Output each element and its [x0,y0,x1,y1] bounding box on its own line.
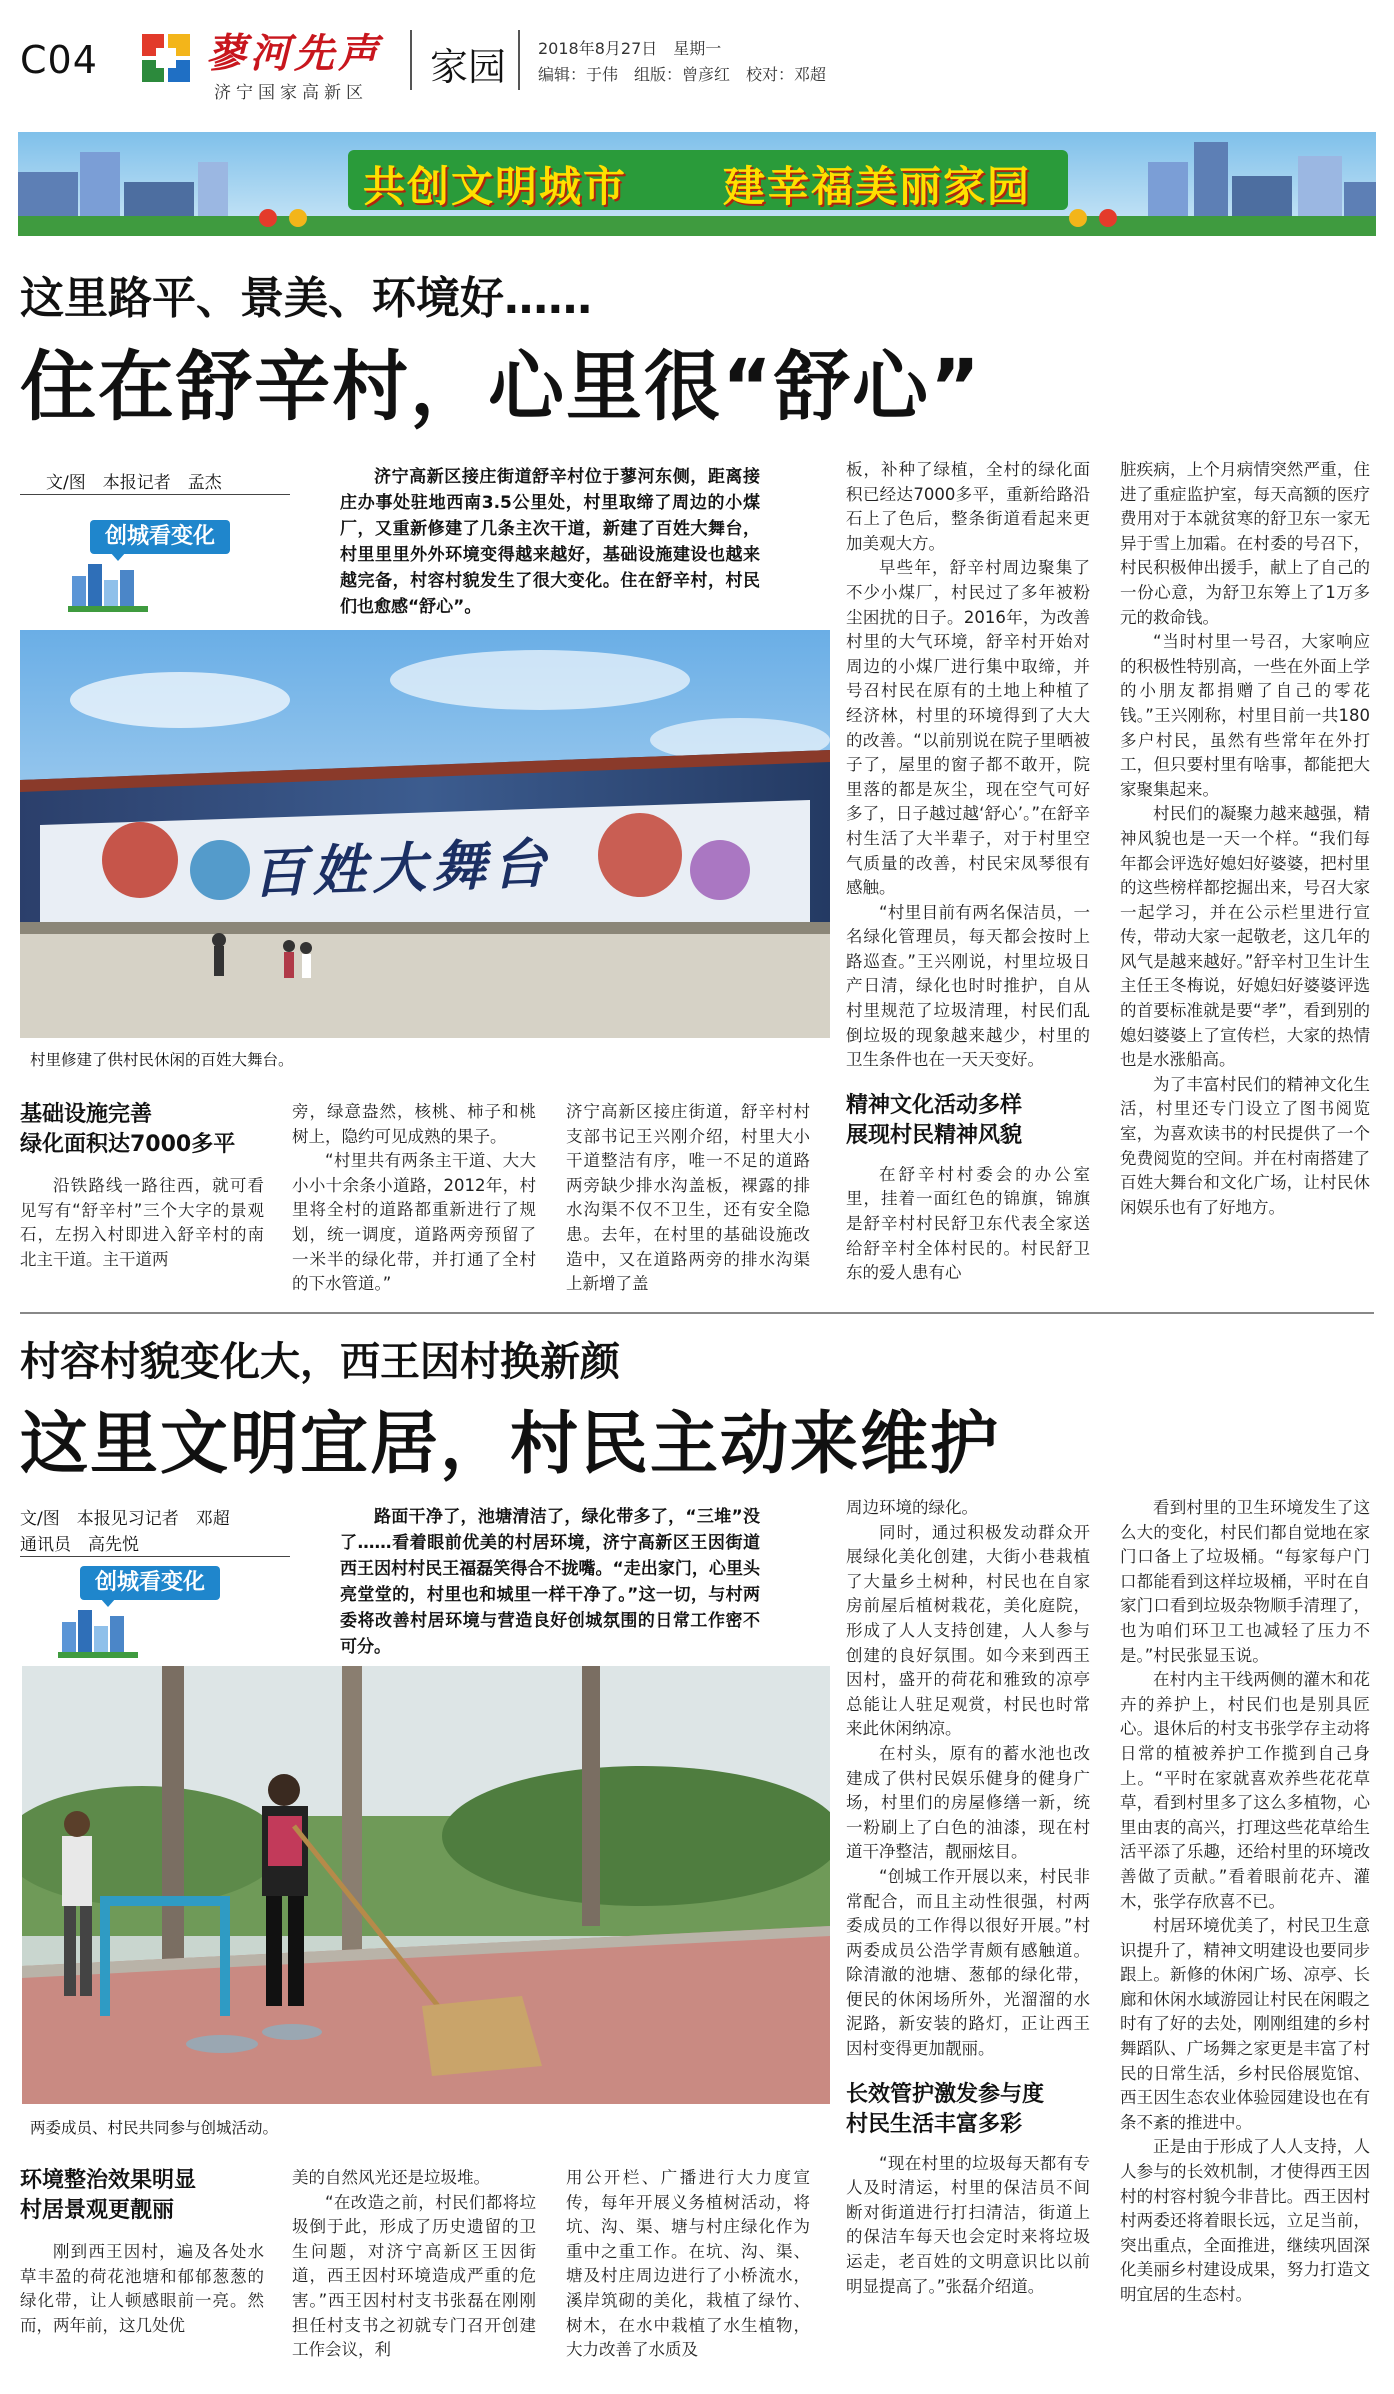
paragraph: 周边环境的绿化。 [846,1498,978,1517]
page-number: C04 [20,38,98,82]
badge-label: 创城看变化 [90,520,230,554]
article2-headline: 这里文明宜居，村民主动来维护 [20,1405,1001,1484]
byline-rule [20,494,290,495]
paragraph: 村民们的凝聚力越来越强，精神风貌也是一天一个样。“我们每年都会评选好媳妇好婆婆，把村里的这些榜样都挖掘出来，号召大家一起学习，并在公示栏里进行宣传，带动大家一起敬老，这几年的风气是越来越好。”舒辛村卫生计生主任王冬梅说，好媳妇好婆婆评选的首要标准就是要“孝”，看到别的媳妇婆婆上了宣传栏，大家的热情也是水涨船高。 [1120,804,1370,1070]
photo-caption: 村里修建了供村民休闲的百姓大舞台。 [30,1051,294,1069]
editor-line: 编辑：于伟 组版：曾彦红 校对：邓超 [538,65,827,84]
paragraph: 板，补种了绿植，全村的绿化面积已经达7000多平，重新给路沿石上了色后，整条街道看起来更加美观大方。 [846,460,1090,553]
paragraph: 沿铁路线一路往西，就可看见写有“舒辛村”三个大字的景观石，左拐入村即进入舒辛村的南北主干道。主干道两 [20,1176,264,1269]
paragraph: “现在村里的垃圾每天都有专人及时清运，村里的保洁员不间断对街道进行打扫清洁，街道上的保洁车每天也会定时来将垃圾运走，老百姓的文明意识比以前明显提高了。”张磊介绍道。 [846,2153,1090,2296]
article2-kicker: 村容村貌变化大，西王因村换新颜 [20,1339,620,1385]
article2-badge [80,1566,220,1662]
date-line: 2018年8月27日 星期一 [538,39,722,58]
masthead-logo-icon [140,32,192,84]
stage-sign: 百姓大舞台 [251,830,554,906]
city-skyline-icon [68,558,148,612]
article1-col3 [566,1100,810,1297]
paragraph: 早些年，舒辛村周边聚集了不少小煤厂，村民过了多年被粉尘困扰的日子。2016年，为改善村里的大气环境，舒辛村开始对周边的小煤厂进行集中取缔，并号召村民在原有的土地上种植了经济林，村里的环境得到了大大的改善。“以前别说在院子里晒被子了，屋里的窗子都不敢开，院里落的都是灰尘，现在空气可好多了，日子越过越‘舒心’。”在舒辛村生活了大半辈子，对于村里空气质量的改善，村民宋凤琴很有感触。 [846,558,1090,898]
paragraph: 美的自然风光还是垃圾堆。 [292,2168,490,2187]
article1-col4 [846,458,1090,1286]
subheading: 环境整治效果明显 村居景观更靓丽 [20,2168,197,2223]
article1-col1 [20,1100,264,1272]
stage-photo [20,630,830,1038]
article1-headline: 住在舒辛村，心里很“舒心” [20,342,982,431]
article2-col3 [566,2166,810,2363]
article2-col5 [1120,1496,1370,2308]
article2-byline: 文/图 本报见习记者 邓超 [20,1509,230,1529]
paragraph: “当时村里一号召，大家响应的积极性特别高，一些在外面上学的小朋友都捐赠了自己的零花钱。”王兴刚称，村里目前一共180多户村民，虽然有些常年在外打工，但只要村里有啥事，都能把大家聚集起来。 [1120,632,1370,799]
paragraph: 在村头，原有的蓄水池也改建成了供村民娱乐健身的健身广场，村里们的房屋修缮一新，统一粉刷上了白色的油漆，现在村道干净整洁，靓丽炫目。 [846,1743,1090,1862]
lead-paragraph: 济宁高新区接庄街道舒辛村位于蓼河东侧，距离接庄办事处驻地西南3.5公里处，村里取缔了周边的小煤厂，又重新修建了几条主次干道，新建了百姓大舞台，村里里里外外环境变得越来越好，基础设施建设也越来越完备，村容村貌发生了很大变化。住在舒辛村，村民们也愈感“舒心”。 [340,467,760,617]
paragraph: 旁，绿意盎然，核桃、柿子和桃树上，隐约可见成熟的果子。 [292,1102,536,1146]
header-divider [518,30,520,90]
paragraph: 正是由于形成了人人支持，人人参与的长效机制，才使得西王因村的村容村貌今非昔比。西王因村村两委还将着眼长远，立足当前，突出重点，全面推进，继续巩固深化美丽乡村建设成果，努力打造文明宜居的生态村。 [1120,2137,1370,2304]
article1-col5 [1120,458,1370,1220]
paragraph: “村里目前有两名保洁员，一名绿化管理员，每天都会按时上路巡查。”王兴刚说，村里垃圾日产日清，绿化也时时推护，自从村里规范了垃圾清理，村民们乱倒垃圾的现象越来越少，村里的卫生条件也在一天天变好。 [846,902,1090,1070]
paragraph: “创城工作开展以来，村民非常配合，而且主动性很强，村两委成员的工作得以很好开展。”村两委成员公浩学青颇有感触道。除清澈的池塘、葱郁的绿化带，便民的休闲场所外，光溜溜的水泥路，新安装的路灯，正让西王因村变得更加靓丽。 [846,1866,1090,2059]
article1-col2 [292,1100,536,1297]
paragraph: 脏疾病，上个月病情突然严重，住进了重症监护室，每天高额的医疗费用对于本就贫寒的舒卫东一家无异于雪上加霜。在村委的号召下，村民积极伸出援手，献上了自己的一份心意，为舒卫东筹上了1万多元的救命钱。 [1120,460,1370,627]
header-divider [410,30,412,90]
badge-label: 创城看变化 [80,1566,220,1600]
article1-lead [340,464,760,620]
paragraph: 同时，通过积极发动群众开展绿化美化创建，大街小巷栽植了大量乡土树种，村民也在自家房前屋后植树栽花，美化庭院，形成了人人支持创建，人人参与创建的良好氛围。如今来到西王因村，盛开的荷花和雅致的凉亭总能让人驻足观赏，村民也时常来此休闲纳凉。 [846,1522,1090,1739]
subheading: 长效管护激发参与度 村民生活丰富多彩 [846,2081,1045,2137]
paragraph: 村居环境优美了，村民卫生意识提升了，精神文明建设也要同步跟上。新修的休闲广场、凉亭、长廊和休闲水域游园让村民在闲暇之时有了好的去处，刚刚组建的乡村舞蹈队、广场舞之家更是丰富了村民的日常生活，乡村民俗展览馆、西王因生态农业体验园建设也在有条不紊的推进中。 [1120,1916,1370,2132]
masthead-title: 蓼河先声 [206,30,382,77]
city-skyline-icon [58,1604,138,1658]
article1-badge [90,520,230,616]
subheading: 精神文化活动多样 展现村民精神风貌 [846,1092,1023,1148]
article2-col4 [846,1496,1090,2299]
article2-col1 [20,2166,264,2338]
paragraph: 刚到西王因村，遍及各处水草丰盈的荷花池塘和郁郁葱葱的绿化带，让人顿感眼前一亮。然而，两年前，这几处优 [20,2242,264,2335]
paragraph: 用公开栏、广播进行大力度宣传，每年开展义务植树活动，将坑、沟、渠、塘与村庄绿化作为重中之重工作。在坑、沟、渠、塘及村庄周边进行了小桥流水，溪岸筑砌的美化，栽植了绿竹、树木，在水中栽植了水生植物，大力改善了水质及 [566,2168,810,2360]
article2-lead [340,1504,760,1660]
paragraph: 在舒辛村村委会的办公室里，挂着一面红色的锦旗，锦旗是舒辛村村民舒卫东代表全家送给舒辛村全体村民的。村民舒卫东的爱人患有心 [846,1164,1090,1283]
byline-rule [20,1556,290,1557]
article2-col2 [292,2166,536,2363]
subheading: 基础设施完善 绿化面积达7000多平 [20,1102,236,1157]
article1-kicker: 这里路平、景美、环境好…… [20,273,592,324]
sweeping-photo [22,1666,830,2104]
section-separator [20,1312,1374,1314]
photo-caption: 两委成员、村民共同参与创城活动。 [30,2119,279,2137]
paragraph: 在村内主干线两侧的灌木和花卉的养护上，村民们也是别具匠心。退休后的村支书张学存主动将日常的植被养护工作揽到自己身上。“平时在家就喜欢养些花花草草，看到村里多了这么多植物，心里由衷的高兴，打理这些花草给生活平添了乐趣，还给村里的环境改善做了贡献。”看着眼前花卉、灌木，张学存欣喜不已。 [1120,1670,1370,1911]
banner [18,132,1376,236]
banner-slogan-b: 建幸福美丽家园 [723,162,1032,211]
lead-paragraph: 路面干净了，池塘清洁了，绿化带多了，“三堆”没了……看着眼前优美的村居环境，济宁高新区王因街道西王因村村民王福磊笑得合不拢嘴。“走出家门，心里头亮堂堂的，村里也和城里一样干净了。”这一切，与村两委将改善村居环境与营造良好创城氛围的日常工作密不可分。 [340,1507,760,1657]
city-skyline-icon [18,132,1376,236]
article2-byline2: 通讯员 高先悦 [20,1535,139,1555]
article1-byline: 文/图 本报记者 孟杰 [46,473,222,493]
paragraph: 济宁高新区接庄街道，舒辛村村支部书记王兴刚介绍，村里大小干道整洁有序，唯一不足的道路两旁缺少排水沟盖板，裸露的排水沟渠不仅不卫生，还有安全隐患。去年，在村里的基础设施改造中，又在道路两旁的排水沟渠上新增了盖 [566,1102,810,1294]
masthead-subtitle: 济宁国家高新区 [214,83,368,103]
paragraph: “在改造之前，村民们都将垃圾倒于此，形成了历史遗留的卫生问题，对济宁高新区王因街道，西王因村环境造成严重的危害。”西王因村村支书张磊在刚刚担任村支书之初就专门召开创建工作会议，利 [292,2192,536,2360]
banner-slogan-a: 共创文明城市 [363,162,628,211]
section-name: 家园 [430,45,507,89]
paragraph: 为了丰富村民们的精神文化生活，村里还专门设立了图书阅览室，为喜欢读书的村民提供了一个免费阅览的空间。并在村南搭建了百姓大舞台和文化广场，让村民休闲娱乐也有了好地方。 [1120,1074,1370,1217]
paragraph: 看到村里的卫生环境发生了这么大的变化，村民们都自觉地在家门口备上了垃圾桶。“每家每户门口都能看到这样垃圾桶，平时在自家门口看到垃圾杂物顺手清理了，也为咱们环卫工也减轻了压力不是。”村民张显玉说。 [1120,1498,1370,1665]
paragraph: “村里共有两条主干道、大大小小十余条小道路，2012年，村里将全村的道路都重新进行了规划，统一调度，道路两旁预留了一米半的绿化带，并打通了全村的下水管道。” [292,1151,536,1294]
